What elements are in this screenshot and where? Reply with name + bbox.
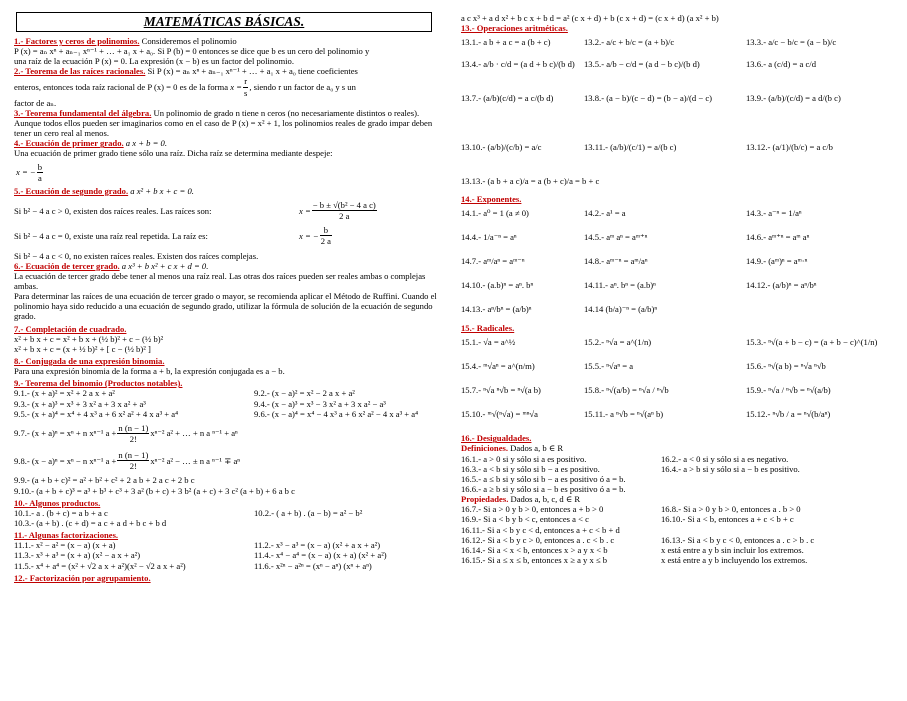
exponent-item: 14.11.- aⁿ. bⁿ = (a.b)ⁿ <box>584 280 656 291</box>
binomial-9-8-num: n (n − 1) <box>118 450 149 461</box>
quadratic-formula-x: x = <box>299 205 311 216</box>
rational-root-num: r <box>244 76 248 87</box>
section-1-heading: 1.- Factores y ceros de polinomios. <box>14 35 140 46</box>
definitions-grid <box>461 454 897 495</box>
arithmetic-item: 13.8.- (a − b)/(c − d) = (b − a)/(d − c) <box>584 93 713 104</box>
quadratic-formula <box>312 200 377 221</box>
property-item: 16.14.- Si a < x < b, entonces x > a y x < b <box>461 544 608 555</box>
binomial-item: 9.1.- (x + a)² = x² + 2 a x + a² <box>14 388 115 399</box>
section-7-line-1: x² + b x + c = x² + b x + (½ b)² + c − (½ b)² <box>14 333 164 344</box>
section-6-line-2: Para determinar las raíces de una ecuación de tercer grado o mayor, se recomienda aplicar el Método de Ruffini. Cuando el polinomio haya sido reducido a una ecuación de segundo grado, utilizar la fórmula de solución de la ecuación de segundo grado. <box>14 291 437 322</box>
section-11-heading: 11.- Algunas factorizaciones. <box>14 530 119 541</box>
repeated-root-num: b <box>320 225 332 236</box>
arithmetic-item: 13.9.- (a/b)/(c/d) = a d/(b c) <box>746 93 841 104</box>
repeated-root-formula <box>320 225 332 246</box>
section-8-line-1: Para una expresión binomia de la forma a + b, la expresión conjugada es a − b. <box>14 366 285 377</box>
exponent-item: 14.3.- a⁻ⁿ = 1/aⁿ <box>746 207 802 218</box>
section-4-line-1: Una ecuación de primer grado tiene sólo una raíz. Dicha raíz se determina mediante despeje: <box>14 148 333 159</box>
quadratic-formula-num: − b ± √(b² − 4 a c) <box>312 200 376 211</box>
exponents-grid <box>461 208 897 315</box>
binomial-9-8 <box>14 450 444 471</box>
linear-den: a <box>37 172 42 183</box>
section-1-intro: Consideremos el polinomio <box>139 35 237 46</box>
property-item: 16.10.- Si a < b, entonces a + c < b + c <box>661 514 794 525</box>
exponent-item: 14.10.- (a.b)ⁿ = aⁿ. bⁿ <box>461 280 534 291</box>
arithmetic-item: 13.12.- (a/1)/(b/c) = a c/b <box>746 142 833 153</box>
arithmetic-item: 13.3.- a/c − b/c = (a − b)/c <box>746 37 837 48</box>
definition-item: 16.4.- a > b si y sólo si a − b es positivo. <box>661 463 800 474</box>
arithmetic-item: 13.11.- (a/b)/(c/1) = a/(b c) <box>584 142 677 153</box>
property-item: x está entre a y b incluyendo los extremos. <box>661 554 808 565</box>
section-1 <box>14 36 444 46</box>
section-2-line-1: Si P (x) = aₙ xⁿ + aₙ₋₁ xⁿ⁻¹ + … + a₁ x + a₀ tiene coeficientes <box>145 66 358 77</box>
arithmetic-grid <box>461 37 897 167</box>
quadratic-formula-den: 2 a <box>339 211 350 222</box>
repeated-root-den: 2 a <box>320 236 331 247</box>
exponent-item: 14.6.- aᵐ⁺ⁿ = aᵐ aⁿ <box>746 231 810 242</box>
section-3 <box>14 108 444 138</box>
section-4-heading: 4.- Ecuación de primer grado. <box>14 138 124 149</box>
radical-item: 15.7.- ⁿ√a ⁿ√b = ⁿ√(a b) <box>461 384 541 395</box>
section-2 <box>14 66 444 76</box>
radical-item: 15.11.- a ⁿ√b = ⁿ√(aⁿ b) <box>584 409 664 420</box>
linear-solution-x: x = − <box>16 167 36 178</box>
radical-item: 15.5.- ⁿ√aⁿ = a <box>584 360 634 371</box>
radical-item: 15.6.- ⁿ√(a b) = ⁿ√a ⁿ√b <box>746 360 826 371</box>
section-12-heading: 12.- Factorización por agrupamiento. <box>14 572 151 583</box>
left-column <box>14 12 444 583</box>
factorization-item: 11.6.- x²ⁿ − a²ⁿ = (xⁿ − aⁿ) (xⁿ + aⁿ) <box>254 560 372 571</box>
definition-item: 16.5.- a ≤ b si y sólo si b − a es positivo ó a = b. <box>461 473 626 484</box>
section-7-heading: 7.- Completación de cuadrado. <box>14 323 127 334</box>
grouping-example: a c x³ + a d x² + b c x + b d = a² (c x + d) + b (c x + d) = (c x + d) (a x² + b) <box>461 13 719 23</box>
section-10-heading: 10.- Algunos productos. <box>14 497 101 508</box>
exponent-item: 14.7.- aᵐ/aⁿ = aᵐ⁻ⁿ <box>461 256 525 267</box>
factorization-item: 11.2.- x³ − a³ = (x − a) (x² + a x + a²) <box>254 540 381 551</box>
factorization-item: 11.3.- x³ + a³ = (x + a) (x² − a x + a²) <box>14 550 141 561</box>
radical-item: 15.4.- ᵐ√aⁿ = a^(n/m) <box>461 360 535 371</box>
exponent-item: 14.1.- a⁰ = 1 (a ≠ 0) <box>461 207 529 218</box>
quadratic-case-1-text: Si b² − 4 a c > 0, existen dos raíces reales. Las raíces son: <box>14 205 212 216</box>
exponent-item: 14.8.- aᵐ⁻ⁿ = aᵐ/aⁿ <box>584 256 648 267</box>
section-13-heading: 13.- Operaciones aritméticas. <box>461 23 568 34</box>
property-item: 16.8.- Si a > 0 y b > 0, entonces a . b > 0 <box>661 504 801 515</box>
property-item: 16.7.- Si a > 0 y b > 0, entonces a + b > 0 <box>461 504 604 515</box>
quadratic-case-3: Si b² − 4 a c < 0, no existen raíces reales. Existen dos raíces complejas. <box>14 250 259 261</box>
arithmetic-item: 13.7.- (a/b)(c/d) = a c/(b d) <box>461 93 554 104</box>
property-item: 16.12.- Si a < b y c > 0, entonces a . c < b . c <box>461 534 615 545</box>
rational-root-den: s <box>243 87 248 98</box>
section-5-heading: 5.- Ecuación de segundo grado. <box>14 185 129 196</box>
binomial-9-8-b: xⁿ⁻² a² − … ± n a ⁿ⁻¹ ∓ aⁿ <box>150 455 240 466</box>
section-3-body: Un polinomio de grado n tiene n ceros (no necesariamente distintos o reales). Aunque todos ellos pueden ser imaginarios como en el caso de P (x) = x² + 1, los polinomios reales de grado impar deben tener un cero real al menos. <box>14 107 433 139</box>
property-item: 16.11.- Si a < b y c < d, entonces a + c < b + d <box>461 524 620 535</box>
properties-label: Propiedades. <box>461 494 509 505</box>
binomial-9-9: 9.9.- (a + b + c)² = a² + b² + c² + 2 a b + 2 a c + 2 b c <box>14 475 195 486</box>
binomial-9-7-fraction <box>117 423 149 444</box>
radical-item: 15.9.- ⁿ√a / ⁿ√b = ⁿ√(a/b) <box>746 384 831 395</box>
definition-item: 16.3.- a < b si y sólo si b − a es positivo. <box>461 463 600 474</box>
linear-solution <box>16 162 444 183</box>
definition-item: 16.2.- a < 0 si y sólo si a es negativo. <box>661 453 789 464</box>
section-16-heading: 16.- Desigualdades. <box>461 433 532 444</box>
binomial-grid <box>14 388 444 418</box>
arithmetic-item: 13.6.- a (c/d) = a c/d <box>746 59 816 70</box>
exponent-item: 14.12.- (a/b)ⁿ = aⁿ/bⁿ <box>746 280 817 291</box>
factorizations-grid <box>14 540 444 570</box>
products-grid <box>14 508 444 518</box>
section-5-equation: a x² + b x + c = 0. <box>128 185 194 196</box>
page-title: MATEMÁTICAS BÁSICAS. <box>16 12 432 32</box>
exponent-item: 14.4.- 1/a⁻ⁿ = aⁿ <box>461 231 517 242</box>
arithmetic-item: 13.1.- a b + a c = a (b + c) <box>461 37 551 48</box>
arithmetic-item: 13.10.- (a/b)/(c/b) = a/c <box>461 142 542 153</box>
binomial-9-8-a: 9.8.- (x − a)ⁿ = xⁿ − n xⁿ⁻¹ a + <box>14 455 117 466</box>
binomial-9-7 <box>14 423 444 444</box>
definitions-label: Definiciones. <box>461 443 509 454</box>
binomial-9-8-den: 2! <box>129 461 137 472</box>
product-item: 10.1.- a . (b + c) = a b + a c <box>14 507 108 518</box>
right-column <box>461 13 897 565</box>
arithmetic-item-13: 13.13.- (a b + a c)/a = a (b + c)/a = b + c <box>461 175 600 186</box>
section-1-line-2: una raíz de la ecuación P (x) = 0. La expresión (x − b) es un factor del polinomio. <box>14 56 294 67</box>
binomial-9-7-den: 2! <box>129 433 137 444</box>
radical-item: 15.1.- √a = a^½ <box>461 336 516 347</box>
binomial-item: 9.2.- (x − a)² = x² − 2 a x + a² <box>254 388 355 399</box>
section-6-equation: a x³ + b x² + c x + d = 0. <box>119 260 209 271</box>
section-5 <box>14 186 444 196</box>
linear-solution-fraction <box>37 162 43 183</box>
quadratic-case-2-text: Si b² − 4 a c = 0, existe una raíz real repetida. La raíz es: <box>14 230 208 241</box>
section-6-line-1: La ecuación de tercer grado debe tener al menos una raíz real. Las otras dos raíces pueden ser reales ambas o complejas ambas. <box>14 270 426 292</box>
section-2-text-a: enteros, entonces toda raíz racional de P (x) = 0 es de la forma <box>14 82 229 93</box>
properties-label-line <box>461 494 897 504</box>
section-6-heading: 6.- Ecuación de tercer grado. <box>14 260 120 271</box>
section-3-heading: 3.- Teorema fundamental del álgebra. <box>14 107 152 118</box>
properties-grid <box>461 504 897 565</box>
definitions-intro: Dados a, b ∈ R <box>508 443 564 454</box>
radical-item: 15.3.- ⁿ√(a + b − c) = (a + b − c)^(1/n) <box>746 336 878 347</box>
radical-item: 15.8.- ⁿ√(a/b) = ⁿ√a / ⁿ√b <box>584 384 669 395</box>
section-4-equation: a x + b = 0. <box>123 138 167 149</box>
properties-intro: Dados a, b, c, d ∈ R <box>508 494 581 505</box>
factorization-item: 11.1.- x² − a² = (x − a) (x + a) <box>14 540 116 551</box>
section-2-line-3: factor de aₙ. <box>14 97 57 108</box>
binomial-item: 9.5.- (x + a)⁴ = x⁴ + 4 x³ a + 6 x² a² + 4 x a³ + a⁴ <box>14 408 179 419</box>
quadratic-case-1 <box>14 200 444 221</box>
repeated-root-x: x = − <box>299 230 319 241</box>
binomial-item: 9.6.- (x − a)⁴ = x⁴ − 4 x³ a + 6 x² a² − 4 x a³ + a⁴ <box>254 408 419 419</box>
exponent-item: 14.5.- aᵐ aⁿ = aᵐ⁺ⁿ <box>584 231 648 242</box>
rational-root-fraction <box>243 76 248 97</box>
exponent-item: 14.2.- a¹ = a <box>584 207 626 218</box>
radicals-grid <box>461 337 897 420</box>
quadratic-case-2 <box>14 225 444 246</box>
exponent-item: 14.14 (b/a)⁻ⁿ = (a/b)ⁿ <box>584 304 658 315</box>
factorization-item: 11.5.- x⁴ + a⁴ = (x² + √2 a x + a²)(x² − √2 a x + a²) <box>14 560 186 571</box>
product-item: 10.2.- ( a + b) . (a − b) = a² − b² <box>254 507 363 518</box>
binomial-9-10: 9.10.- (a + b + c)³ = a³ + b³ + c³ + 3 a² (b + c) + 3 b² (a + c) + 3 c² (a + b) + 6 a b c <box>14 485 295 496</box>
section-7-line-2: x² + b x + c = (x + ½ b)² + [ c − (½ b)² ] <box>14 343 151 354</box>
binomial-item: 9.3.- (x + a)³ = x³ + 3 x² a + 3 x a² + a³ <box>14 398 146 409</box>
radical-item: 15.2.- ⁿ√a = a^(1/n) <box>584 336 652 347</box>
section-14-heading: 14.- Exponentes. <box>461 193 522 204</box>
binomial-9-7-num: n (n − 1) <box>118 422 149 433</box>
binomial-9-8-fraction <box>117 450 149 471</box>
property-item: x está entre a y b sin incluir los extremos. <box>661 544 804 555</box>
exponent-item: 14.9.- (aᵐ)ⁿ = aᵐ·ⁿ <box>746 256 808 267</box>
exponent-item <box>746 304 897 314</box>
section-9-heading: 9.- Teorema del binomio (Productos notables). <box>14 378 183 389</box>
section-2-heading: 2.- Teorema de las raíces racionales. <box>14 66 146 77</box>
section-4 <box>14 138 444 148</box>
property-item: 16.9.- Si a < b y b < c, entonces a < c <box>461 514 589 525</box>
definitions-label-line <box>461 443 897 453</box>
factorization-item: 11.4.- x⁴ − a⁴ = (x − a) (x + a) (x² + a²) <box>254 550 387 561</box>
arithmetic-item: 13.5.- a/b − c/d = (a d − b c)/(b d) <box>584 59 700 70</box>
property-item: 16.13.- Si a < b y c < 0, entonces a . c > b . c <box>661 534 815 545</box>
radical-item: 15.12.- ⁿ√b / a = ⁿ√(b/aⁿ) <box>746 409 831 420</box>
section-8-heading: 8.- Conjugada de una expresión binomia. <box>14 356 165 366</box>
binomial-item: 9.4.- (x − a)³ = x³ − 3 x² a + 3 x a² − a³ <box>254 398 386 409</box>
section-15-heading: 15.- Radicales. <box>461 322 515 333</box>
radical-item: 15.10.- ᵐ√(ⁿ√a) = ᵐⁿ√a <box>461 409 538 420</box>
rational-root-x: x = <box>230 82 242 93</box>
definition-item: 16.1.- a > 0 si y sólo si a es positivo. <box>461 453 587 464</box>
linear-num: b <box>37 161 43 172</box>
section-1-line-1: P (x) = aₙ xⁿ + aₙ₋₁ xⁿ⁻¹ + … + a₁ x + a₀. Si P (b) = 0 entonces se dice que b es un cero del polinomio y <box>14 46 370 57</box>
binomial-9-7-b: xⁿ⁻² a² + … + n a ⁿ⁻¹ + aⁿ <box>150 428 238 439</box>
property-item: 16.15.- Si a ≤ x ≤ b, entonces x ≥ a y x ≤ b <box>461 554 608 565</box>
exponent-item: 14.13.- aⁿ/bⁿ = (a/b)ⁿ <box>461 304 532 315</box>
definition-item: 16.6.- a ≥ b si y sólo si a − b es positivo ó a = b. <box>461 483 626 494</box>
arithmetic-item: 13.4.- a/b · c/d = (a d + b c)/(b d) <box>461 59 575 70</box>
product-item: 10.3.- (a + b) . (c + d) = a c + a d + b c + b d <box>14 517 167 528</box>
arithmetic-item: 13.2.- a/c + b/c = (a + b)/c <box>584 37 675 48</box>
section-6 <box>14 261 444 271</box>
binomial-9-7-a: 9.7.- (x + a)ⁿ = xⁿ + n xⁿ⁻¹ a + <box>14 428 117 439</box>
section-2-text-b: , siendo r un factor de a₀ y s un <box>249 82 356 93</box>
section-2-line-2 <box>14 76 444 97</box>
